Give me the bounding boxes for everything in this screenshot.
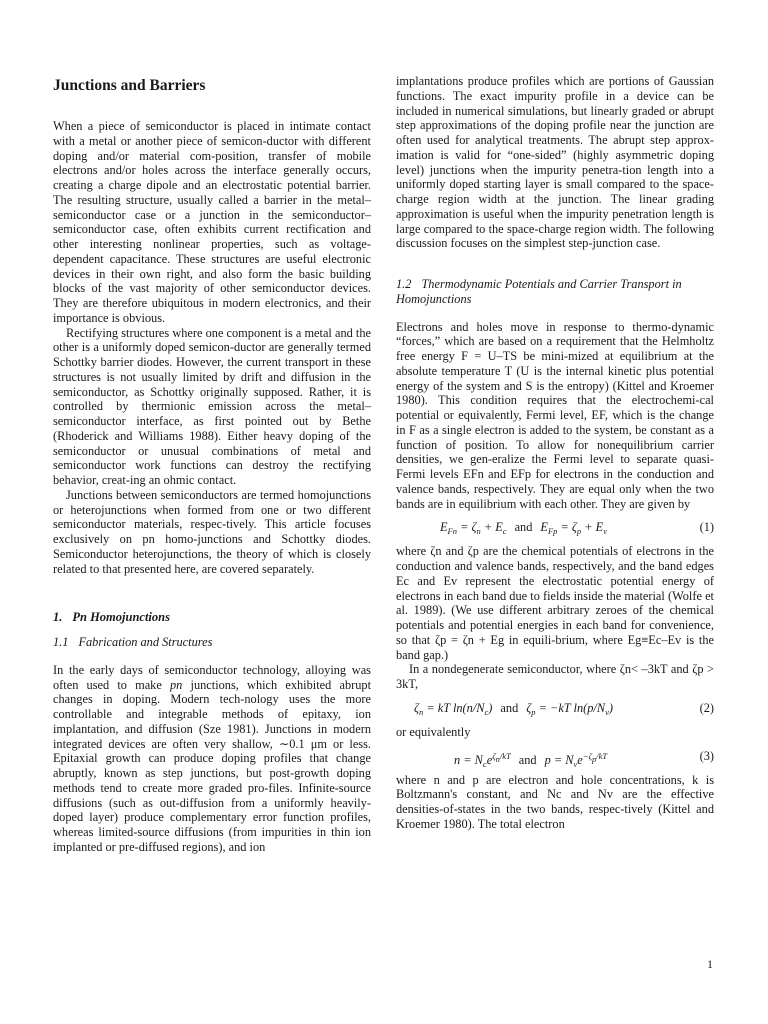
article-title: Junctions and Barriers <box>53 77 206 94</box>
intro-paragraph-1: When a piece of semiconductor is placed in intimate contact with a metal or another piece of semicon-ductor with different doping and/or material com-position, transfer of mobile electrons and/or holes across the interface generally occurs, creating a charge dipole and an electrostatic potential barrier. The resulting structure, usually called a barrier in the metal–semiconductor case or a junction in the semiconductor–semiconductor case, often exhibits current rectification and other interesting nonlinear properties, such as voltage-dependent capacitance. These structures are useful electronic devices in their own right, and also form the basic building blocks of the vast majority of other semiconductor devices. They are therefore ubiquitous in modern electronics, and their importance is obvious. <box>53 119 371 325</box>
equation-2-number: (2) <box>699 700 714 715</box>
section-1-1-heading <box>53 635 371 650</box>
equation-1 <box>396 520 714 535</box>
nondegenerate-paragraph: In a nondegenerate semiconductor, where ζn< –3kT and ζp > 3kT, <box>396 662 714 691</box>
after-equation-3-paragraph: where n and p are electron and hole concentrations, k is Boltzmann's constant, and Nc and Nv are the effective densities-of-states in the two bands, respec-tively (Kittel and Kroemer 1980). The total electron <box>396 772 714 831</box>
left-column <box>53 74 371 855</box>
thermodynamic-paragraph: Electrons and holes move in response to thermo-dynamic “forces,” which are based on a requirement that the Helmholtz free energy F = U–TS be mini-mized at equilibrium at the absolute temperature T (U is the internal kinetic plus potential energy of the system and S is the entropy) (Kittel and Kroemer 1980). This condition requires that the electrochemi-cal potential or equivalently, Fermi level, EF, which is the change in F as a single electron is added to the system, be constant as a function of position. To allow for nonequilibrium carrier densities, we gen-eralize the Fermi level to separate quasi-Fermi levels EFn and EFp for electrons in the conduction and valence bands, respectively. They are equal only when the two bands are in equilibrium with each other. They are given by <box>396 319 714 511</box>
section-1-2-title: Thermodynamic Potentials and Carrier Transport in Homojunctions <box>396 277 682 306</box>
equation-1-and: and <box>514 520 533 535</box>
equation-3 <box>396 748 714 769</box>
section-1-1-number: 1.1 <box>53 635 69 649</box>
intro-paragraph-3: Junctions between semiconductors are termed homojunctions or heterojunctions when formed from one or two different semiconductor materials, respec-tively. This article focuses exclusively on pn homo-junctions and Schottky diodes. Semiconductor heterojunctions, the theory of which is closely related to that presented here, are covered separately. <box>53 487 371 576</box>
equation-1-body: $E_{Fn} = \zeta_n + E_c$ and $E_{Fp} = \zeta_p + E_v$ <box>440 520 607 537</box>
equation-3-number: (3) <box>699 748 714 763</box>
or-equivalently-text: or equivalently <box>396 724 471 739</box>
fabrication-paragraph <box>53 663 371 855</box>
continued-paragraph: implantations produce profiles which are portions of Gaussian functions. The exact impurity profile in a device can be included in numerical simulations, but linearly graded or abrupt step approximations of the doping profile near the junction are often used for analytical treatments. The abrupt step approx-imation is valid for “one-sided” (highly asymmetric doping level) junctions when the impurity penetra-tion length into a uniformly doped starting layer is small compared to the space-charge region width at the junction. The linear grading approximation is useful when the impurity penetration length is large compared to the space-charge region width. The following discussion focuses on the simplest step-junction case. <box>396 74 714 251</box>
section-1-title: Pn Homojunctions <box>72 610 170 625</box>
right-column <box>396 74 714 832</box>
fab-text-b: junctions, which exhibited abrupt changes in doping. Modern tech-nology uses the more controllable and integrable methods of epitaxy, ion implantation, and diffusion (Sze 1981). Junctions in modern integrated devices are often very shallow, ∼0.1 μm or less. Epitaxial growth can produce doping profiles that change abruptly, known as step junctions, but post-growth doping methods tend to create more graded pro-files. Infinite-source diffusions (such as out-diffusion from a uniformly heavily-doped layer) produce complementary error function profiles, whereas limited-source diffusions (from impurities in thin ion implanted or pre-diffused regions), and ion <box>53 677 371 854</box>
page-number: 1 <box>707 957 713 971</box>
equation-3-and: and <box>518 752 537 767</box>
section-1-number: 1. <box>53 610 63 625</box>
equation-2-body: $\zeta_n$ = kT $\ln(n/N_c)$ and $\zeta_p = -kT$ $\ln(p/N_v)$ <box>414 700 613 717</box>
equation-2 <box>396 701 714 716</box>
equation-3-body: $n = N_ce^{\zeta_n/kT}$ and $p = N_ve^{-\zeta_p/kT}$ <box>454 750 608 769</box>
intro-paragraph-2: Rectifying structures where one component is a metal and the other is a uniformly doped semicon-ductor are generally termed Schottky barrier diodes. However, the current transport in these structures is not usually limited by drift and diffusion in the semiconductor, as Schottky originally supposed. Rather, it is controlled by thermionic emission across the metal–semiconductor interface, as first pointed out by Bethe (Rhoderick and Williams 1988). Either heavy doping of the semiconductor or unusual combinations of metal and semiconductor work functions can destroy the rectifying behavior, creat-ing an ohmic contact. <box>53 325 371 487</box>
after-equation-1-paragraph: where ζn and ζp are the chemical potentials of electrons in the conduction and valence bands, respectively, and the band edges Ec and Ev represent the electrostatic potential energy of electrons in each band due to fields inside the material (Wolfe et al. 1989). (We use different arbitrary zeroes of the chemical potentials and potential energies in each band for convenience, so that ζp = ζn + Eg in equili-brium, where Eg≡Ec–Ev is the band gap.) <box>396 544 714 662</box>
section-1-2-heading <box>396 277 714 307</box>
fab-text-pn: pn <box>170 677 183 692</box>
equation-1-number: (1) <box>699 520 714 535</box>
section-1-heading <box>53 610 371 625</box>
fab-text-a: In the early days of semiconductor technology, alloying was often used to make <box>53 662 371 692</box>
section-1-1-title: Fabrication and Structures <box>78 635 213 649</box>
section-1-2-number: 1.2 <box>396 277 412 291</box>
equation-2-and: and <box>500 700 519 715</box>
